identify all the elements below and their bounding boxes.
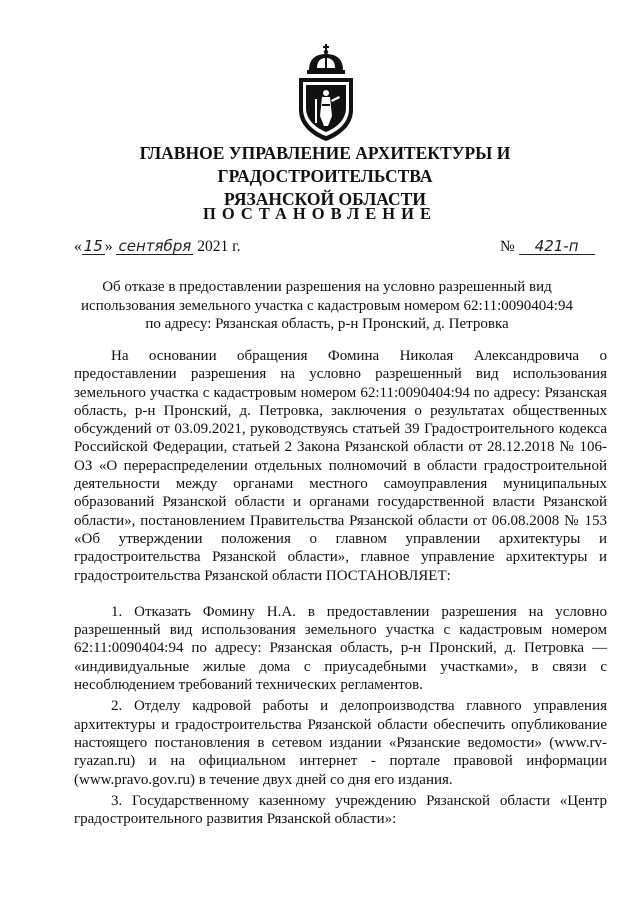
date-quote-open: « <box>74 238 82 255</box>
issuing-authority <box>40 142 610 211</box>
number-value: 421-п <box>519 238 595 255</box>
title-line-2: использования земельного участка с кадастровым номером 62:11:0090404:94 <box>81 297 573 314</box>
authority-line-1: ГЛАВНОЕ УПРАВЛЕНИЕ АРХИТЕКТУРЫ И ГРАДОСТРОИТЕЛЬСТВА <box>139 143 511 186</box>
item-1-paragraph: 1. Отказать Фомину Н.А. в предоставлении разрешения на условно разрешенный вид использования земельного участка с кадастровым номером 62:11:0090404:94 по адресу: Рязанская область, р-н Пронский, д. Петровка — «индивидуальные жилые дома с приусадебными участками», в связи с несоблюдением требований технических регламентов. <box>74 603 607 694</box>
title-line-1: Об отказе в предоставлении разрешения на условно разрешенный вид <box>102 279 552 295</box>
document-date <box>74 238 241 256</box>
authority-line-2: РЯЗАНСКОЙ ОБЛАСТИ <box>224 189 426 209</box>
title-line-3: по адресу: Рязанская область, р-н Пронский, д. Петровка <box>145 316 509 332</box>
document-body <box>74 347 607 828</box>
preamble-paragraph: На основании обращения Фомина Николая Александровича о предоставлении разрешения на условно разрешенный вид использования земельного участка с кадастровым номером 62:11:0090404:94 по адресу: Рязанская область, р-н Пронский, д. Петровка, заключения о результатах общественных обсуждений от 03.09.2021, руководствуясь статьей 39 Градостроительного кодекса Российской Федерации, статьей 2 Закона Рязанской области от 28.12.2018 № 106-ОЗ «О перераспределении отдельных полномочий в области градостроительной деятельности между органами местного самоуправления муниципальных образований Рязанской области и органами государственной власти Рязанской области», постановлением Правительства Рязанской области от 06.08.2008 № 153 «Об утверждении положения о главном управлении архитектуры и градостроительства Рязанской области», главное управление архитектуры и градостроительства Рязанской области ПОСТАНОВЛЯЕТ: <box>74 348 607 584</box>
document-number <box>500 238 595 256</box>
item-2-paragraph: 2. Отделу кадровой работы и делопроизводства главного управления архитектуры и градостроительства Рязанской области обеспечить опубликование настоящего постановления в сетевом издании «Рязанские ведомости» (www.rv-ryazan.ru) и на официальном интернет - портале правовой информации (www.pravo.gov.ru) в течение двух дней со дня его издания. <box>74 698 607 788</box>
date-year: 2021 г. <box>197 238 241 255</box>
item-3-paragraph: 3. Государственному казенному учреждению Рязанской области «Центр градостроительного развития Рязанской области»: <box>74 792 607 828</box>
date-month: сентября <box>118 237 192 255</box>
number-prefix: № <box>500 238 515 255</box>
date-quote-close: » <box>104 238 113 255</box>
ryazan-coat-of-arms-icon <box>295 44 357 142</box>
document-title <box>60 278 594 334</box>
document-type-heading: ПОСТАНОВЛЕНИЕ <box>203 204 437 223</box>
date-day: 15 <box>83 237 103 255</box>
